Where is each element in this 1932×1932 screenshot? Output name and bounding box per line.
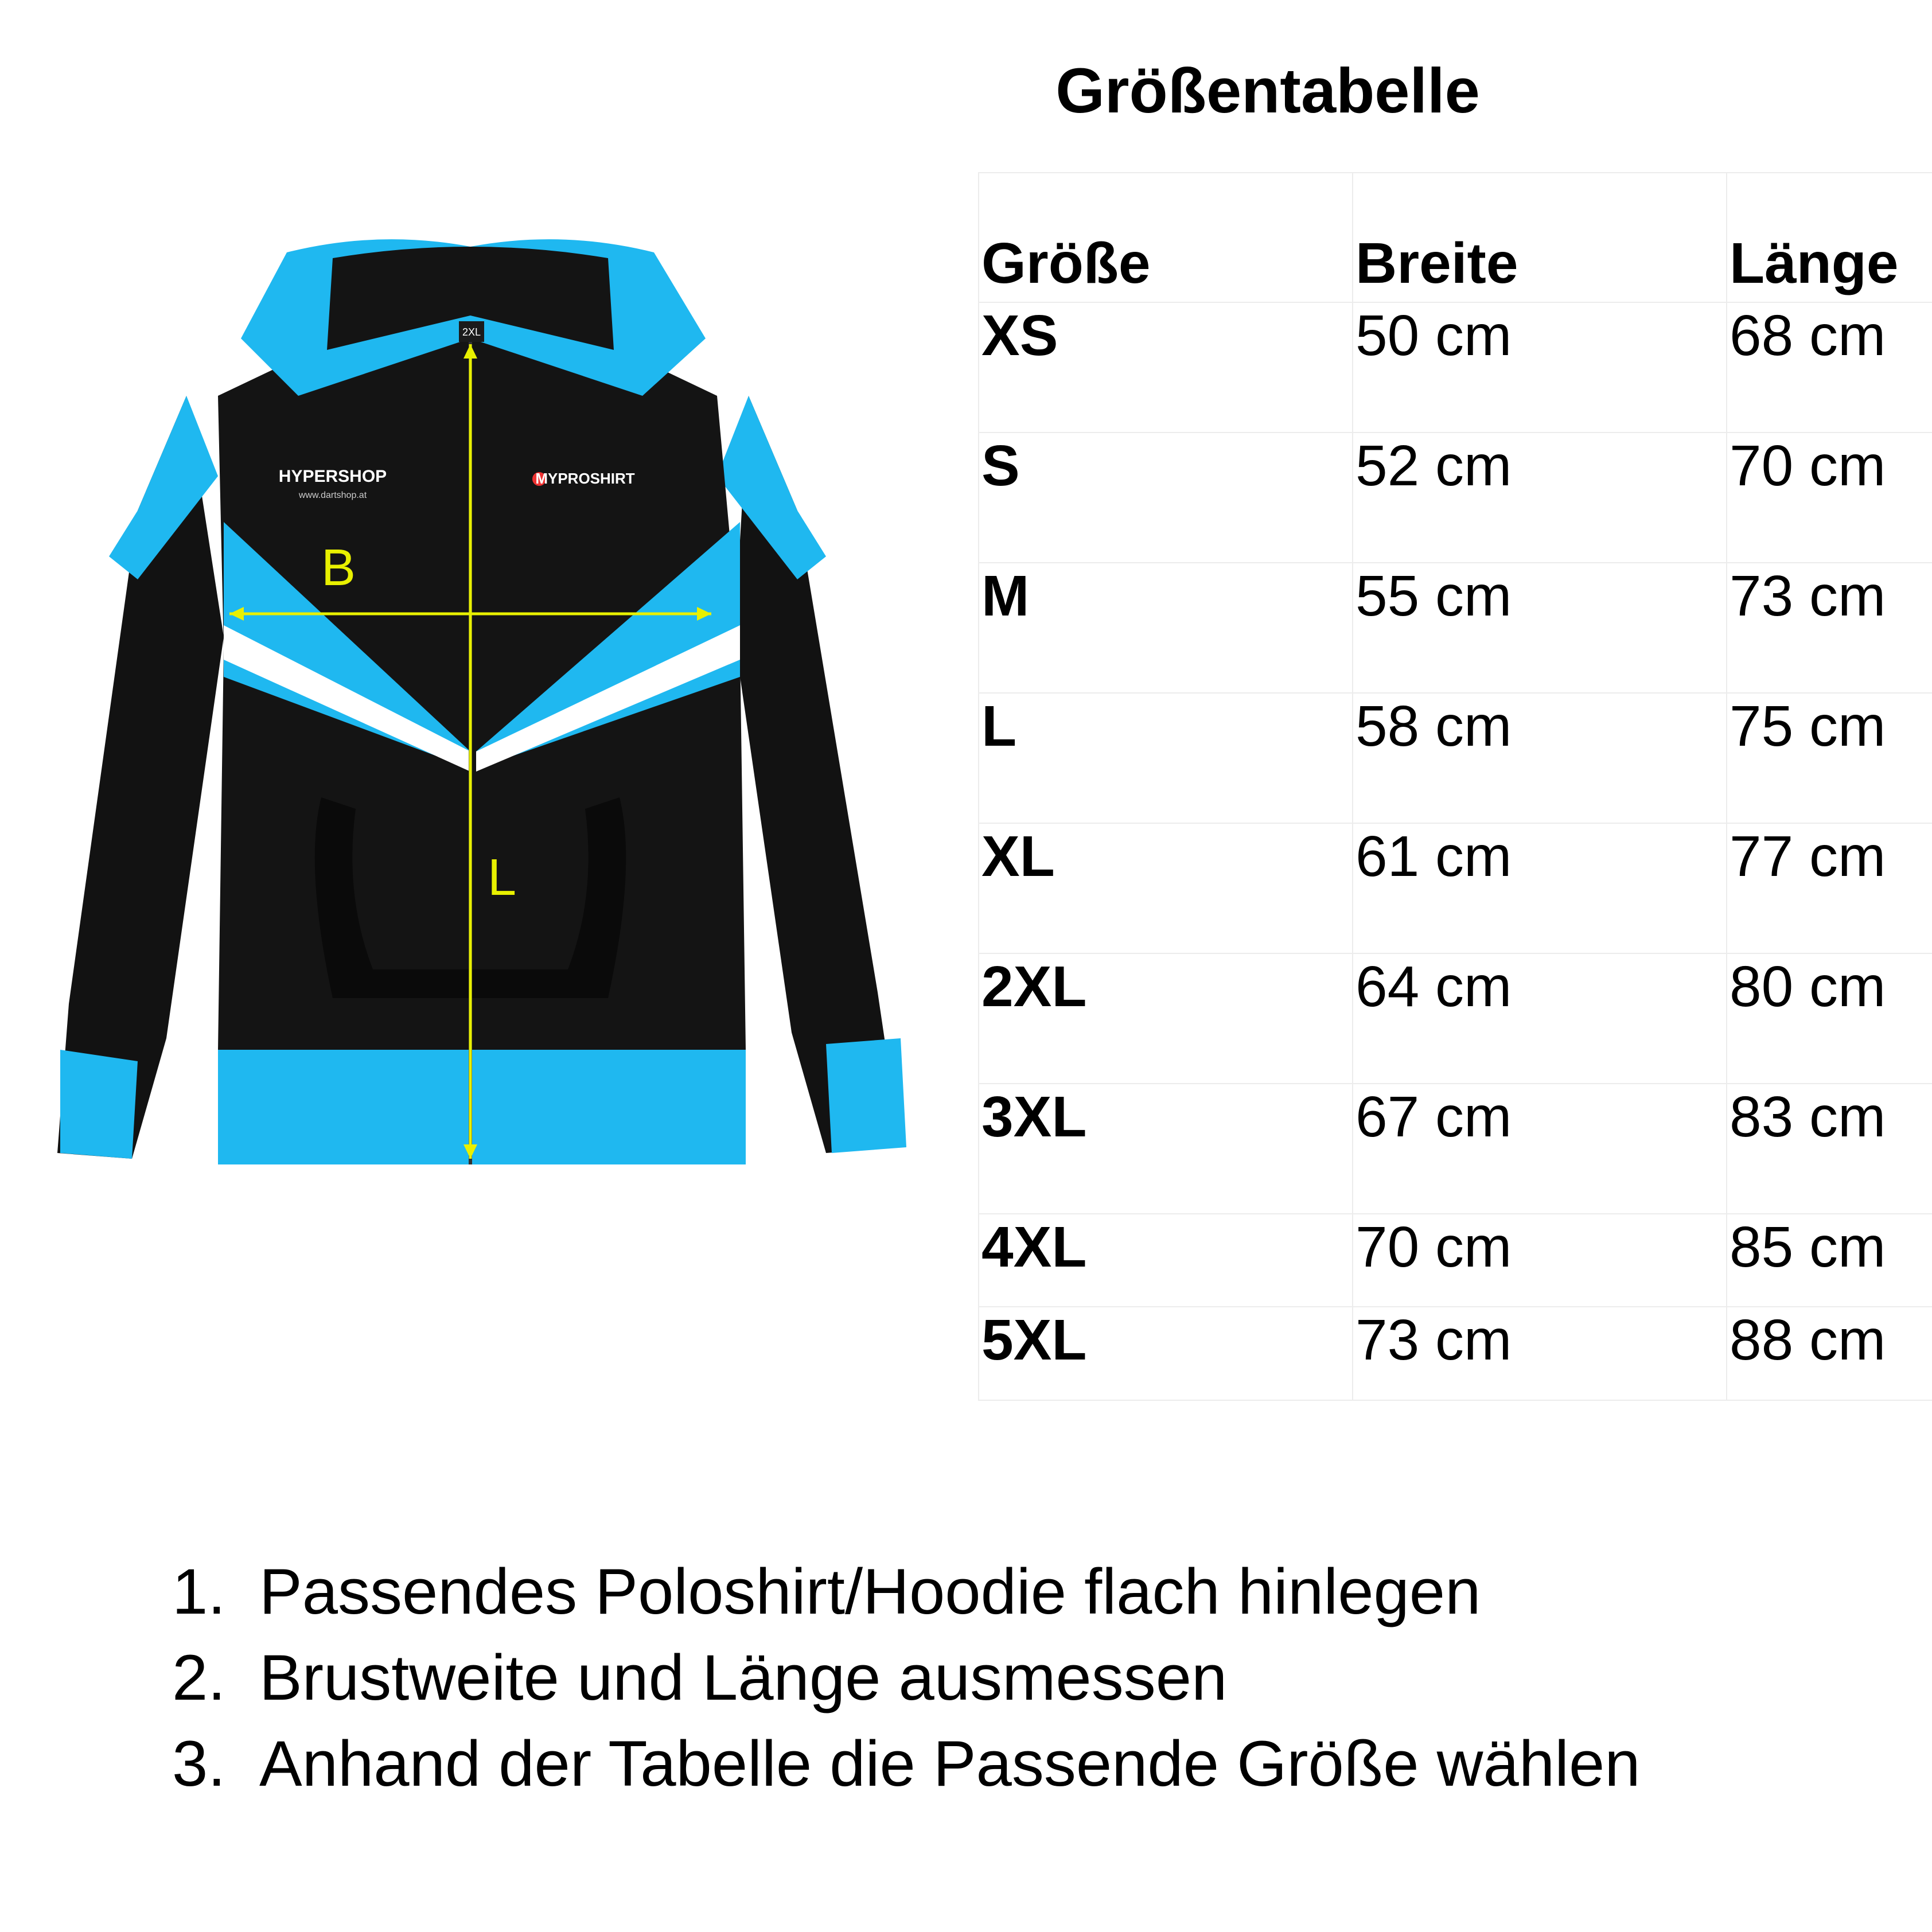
size-cell: 4XL [979,1214,1353,1307]
instruction-number: 2. [172,1642,226,1713]
breite-cell: 61 cm [1353,823,1727,953]
breite-cell: 50 cm [1353,302,1727,433]
table-row [979,563,1932,693]
breite-cell: 70 cm [1353,1214,1727,1307]
header-laenge: Länge [1727,173,1932,302]
logo-myproshirt: MYPROSHIRT [535,470,635,487]
laenge-cell: 85 cm [1727,1214,1932,1307]
size-cell: S [979,433,1353,563]
table-row [979,693,1932,823]
breite-cell: 67 cm [1353,1084,1727,1214]
measure-label-l: L [488,849,517,906]
instruction-item [172,1635,1641,1721]
logo-hypershop: HYPERSHOP [278,467,387,486]
instruction-text: Anhand der Tabelle die Passende Größe wählen [259,1728,1641,1799]
laenge-cell: 83 cm [1727,1084,1932,1214]
logo-hypershop-sub: www.dartshop.at [298,490,367,500]
size-cell: XL [979,823,1353,953]
left-cuff [60,1050,138,1159]
laenge-cell: 88 cm [1727,1307,1932,1400]
laenge-cell: 77 cm [1727,823,1932,953]
laenge-cell: 73 cm [1727,563,1932,693]
table-row [979,953,1932,1084]
table-row [979,1307,1932,1400]
size-cell: 5XL [979,1307,1353,1400]
table-header-row [979,173,1932,302]
size-cell: 2XL [979,953,1353,1084]
table-row [979,302,1932,433]
breite-cell: 73 cm [1353,1307,1727,1400]
size-table [978,172,1932,1401]
table-row [979,433,1932,563]
waistband [218,1050,746,1164]
right-cuff [826,1038,906,1153]
size-cell: M [979,563,1353,693]
size-cell: L [979,693,1353,823]
breite-cell: 52 cm [1353,433,1727,563]
header-groesse: Größe [979,173,1353,302]
breite-cell: 55 cm [1353,563,1727,693]
header-breite: Breite [1353,173,1727,302]
measure-label-b: B [321,539,356,597]
instruction-number: 3. [172,1728,226,1799]
page-title: Größentabelle [1055,56,1480,126]
instruction-text: Passendes Poloshirt/Hoodie flach hinlegen [259,1556,1481,1627]
hoodie-image [34,235,929,1182]
laenge-cell: 70 cm [1727,433,1932,563]
instruction-text: Brustweite und Länge ausmessen [259,1642,1228,1713]
breite-cell: 58 cm [1353,693,1727,823]
breite-cell: 64 cm [1353,953,1727,1084]
laenge-cell: 80 cm [1727,953,1932,1084]
laenge-cell: 68 cm [1727,302,1932,433]
table-row [979,823,1932,953]
instructions-list [172,1549,1641,1807]
size-cell: 3XL [979,1084,1353,1214]
size-cell: XS [979,302,1353,433]
instruction-item [172,1721,1641,1807]
laenge-cell: 75 cm [1727,693,1932,823]
size-tag-text: 2XL [462,326,481,338]
table-row [979,1084,1932,1214]
instruction-number: 1. [172,1556,226,1627]
instruction-item [172,1549,1641,1635]
table-row [979,1214,1932,1307]
